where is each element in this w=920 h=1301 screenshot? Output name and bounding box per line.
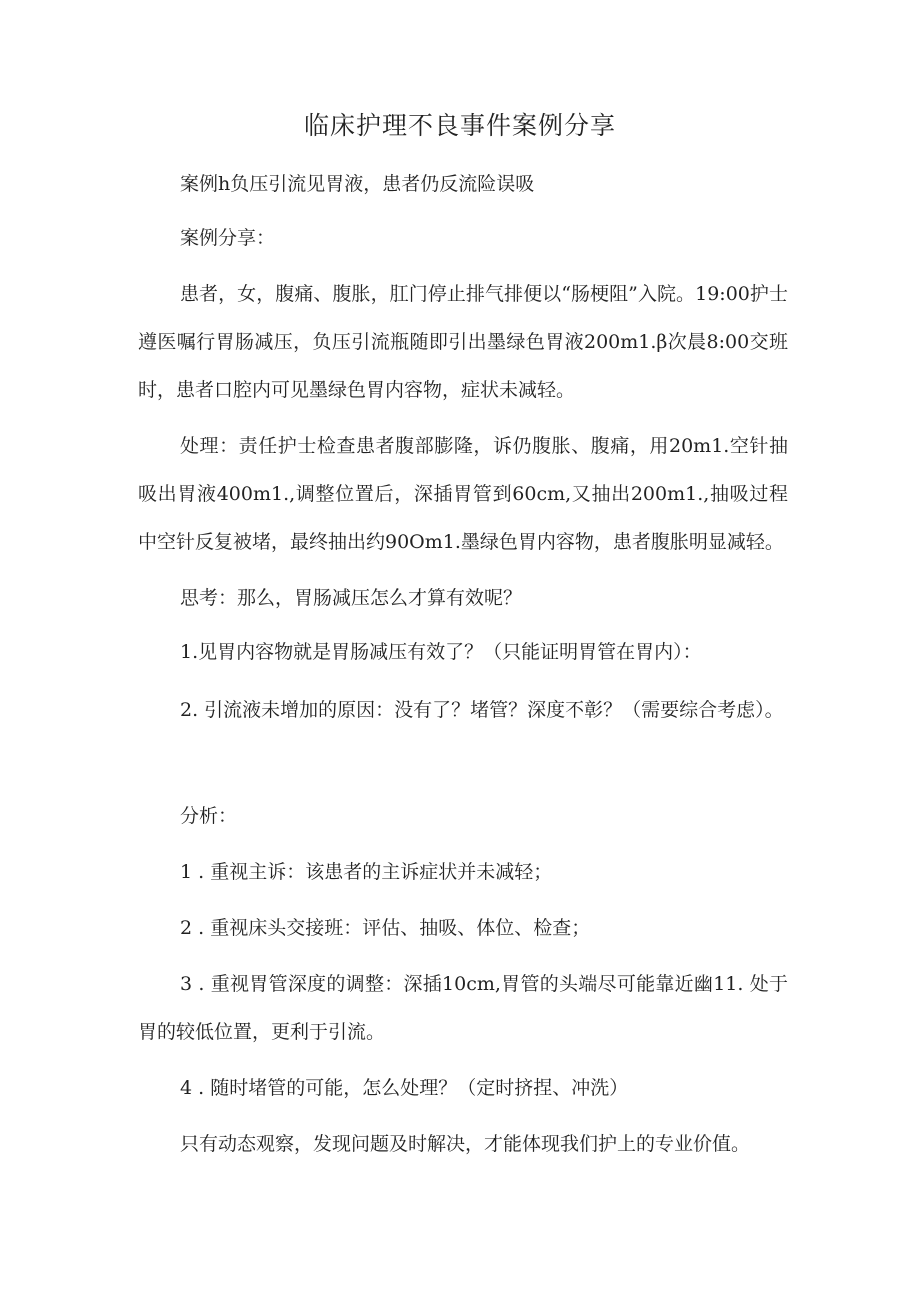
analysis-point-3: 3 . 重视胃管深度的调整：深插10cm,胃管的头端尽可能靠近幽11. 处于胃的较低位置，更利于引流。 <box>138 973 788 1043</box>
closing-statement: 只有动态观察，发现问题及时解决，才能体现我们护上的专业价值。 <box>180 1133 751 1155</box>
thinking-point-2: 2. 引流液未增加的原因：没有了？堵管？深度不彰？（需要综合考虑）。 <box>180 699 784 721</box>
case-share-label: 案例分享： <box>180 227 276 249</box>
analysis-point-2: 2 . 重视床头交接班：评估、抽吸、体位、检查； <box>180 917 591 939</box>
analysis-point-1: 1 . 重视主诉：该患者的主诉症状并未减轻； <box>180 861 553 883</box>
document-title: 临床护理不良事件案例分享 <box>303 111 616 140</box>
treatment-paragraph: 处理：责任护士检查患者腹部膨隆，诉仍腹胀、腹痛，用20m1.空针抽吸出胃液400m1.,调整位置后，深插胃管到60cm,又抽出200m1.,抽吸过程中空针反复被堵，最终抽出约90Om1.墨绿色胃内容物，患者腹胀明显减轻。 <box>138 435 788 553</box>
case-heading: 案例h负压引流见胃液，患者仍反流险误吸 <box>180 173 535 195</box>
analysis-label: 分析： <box>180 805 238 827</box>
thinking-point-1: 1.见胃内容物就是胃肠减压有效了？（只能证明胃管在胃内）： <box>180 641 702 663</box>
analysis-point-4: 4 . 随时堵管的可能，怎么处理？（定时挤捏、冲洗） <box>180 1077 629 1099</box>
thinking-question: 思考：那么，胃肠减压怎么才算有效呢？ <box>180 587 523 609</box>
case-description: 患者，女，腹痛、腹胀，肛门停止排气排便以“肠梗阻”入院。19:00护士遵医嘱行胃肠减压，负压引流瓶随即引出墨绿色胃液200m1.β次晨8:00交班时，患者口腔内可见墨绿色胃内容物，症状未减轻。 <box>138 283 788 401</box>
